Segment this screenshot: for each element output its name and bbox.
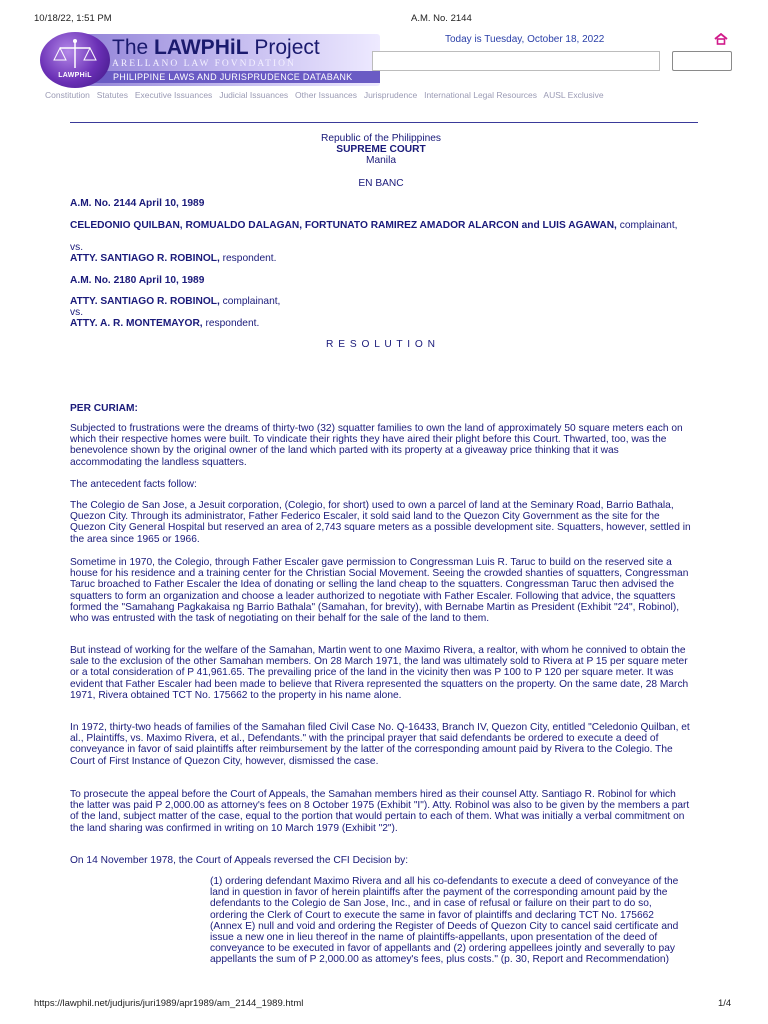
scales-icon xyxy=(40,32,110,88)
paragraph-2: The antecedent facts follow: xyxy=(70,479,197,490)
court-name: SUPREME COURT xyxy=(336,144,426,155)
print-footer xyxy=(0,996,768,1016)
nav-constitution[interactable]: Constitution xyxy=(45,90,90,100)
nav-jurisprudence[interactable]: Jurisprudence xyxy=(363,90,418,100)
nav-judicial-issuances[interactable]: Judicial Issuances xyxy=(219,90,289,100)
case2-title: A.M. No. 2180 April 10, 1989 xyxy=(70,275,205,286)
lawphil-logo[interactable] xyxy=(40,32,110,90)
case2-respondent: ATTY. A. R. MONTEMAYOR, respondent. xyxy=(70,318,260,329)
nav-ausl-exclusive[interactable]: AUSL Exclusive xyxy=(543,90,604,100)
header-divider xyxy=(70,122,698,123)
today-date: Today is Tuesday, October 18, 2022 xyxy=(445,34,605,45)
paragraph-4: Sometime in 1970, the Colegio, through Father Escaler gave permission to Congressman Luis R. Taruc to build on the reserved site a house for his residence and a training center for the Christian Social Movement. Seeing the crowded shanties of squatters, Congressman Taruc broached to Father Escaler the Idea of donating or selling the land cheap to the squatters. Congressman Taruc then advised the squatters to form an organization and choose a leader authorized to negotiate with Father Escaler. Following that advice, the squatters formed the "Samahang Pagkakaisa ng Barrio Bathala" (Samahan, for brevity), with Bernabe Martin as President (Exhibit "24", Robinol), who was entrusted with the task of negotiating on their behalf for the sale of the land to them. xyxy=(70,557,689,625)
search-input[interactable] xyxy=(372,51,660,71)
case1-respondent: ATTY. SANTIAGO R. ROBINOL, respondent. xyxy=(70,253,277,264)
print-url: https://lawphil.net/judjuris/juri1989/apr1989/am_2144_1989.html xyxy=(34,998,304,1009)
quoted-dispositive: (1) ordering defendant Maximo Rivera and all his co-defendants to execute a deed of conveyance of the land in question in favor of herein plaintiffs after the payment of the corresponding amount paid by the defendants to the Colegio de San Jose, Inc., and in case of refusal or failure on their part to do so, ordering the Clerk of Court to execute the same in favor of plaintiffs and declaring TCT No. 175662 (Annex E) null and void and ordering the Register of Deeds of Quezon City to cancel said certificate and issue a new one in lieu thereof in the name of plaintiffs-appellants, upon presentation of the deed of conveyance to be executed in favor of appellants and (2) ordering appellees jointly and severally to pay appellants the sum of P 2,000.00 as attomey's fees, plus costs." (p. 30, Report and Recommendation) xyxy=(210,876,679,966)
main-nav xyxy=(45,90,608,100)
paragraph-6: In 1972, thirty-two heads of families of the Samahan filed Civil Case No. Q-16433, Branch IV, Quezon City, entitled "Celedonio Quilban, et al., Plaintiffs, vs. Maximo Rivera, et al., Defendants." with the principal prayer that said defendants be ordered to execute a deed of conveyance in favor of said plaintiffs after reimbursement by the latter of the corresponding amount paid by Rivera to the Colegio. The Court of First Instance of Quezon City, however, dismissed the case. xyxy=(70,722,690,767)
print-timestamp: 10/18/22, 1:51 PM xyxy=(34,13,112,24)
case1-vs: vs. xyxy=(70,242,84,253)
brand-title[interactable]: The LAWPHiL Project xyxy=(112,36,320,59)
republic-line: Republic of the Philippines xyxy=(320,133,442,144)
search-button[interactable] xyxy=(672,51,732,71)
per-curiam: PER CURIAM: xyxy=(70,403,138,414)
nav-statutes[interactable]: Statutes xyxy=(96,90,128,100)
paragraph-3: The Colegio de San Jose, a Jesuit corporation, (Colegio, for short) used to own a parcel of land at the Seminary Road, Barrio Bathala, Quezon City. Through its administrator, Father Federico Escaler, it sold said land to the Quezon City Government as the site for the Quezon City General Hospital but reserved an area of 2,743 square meters as a possible development site. Squatters, however, settled in the area since 1965 or 1966. xyxy=(70,500,691,545)
home-icon[interactable] xyxy=(714,33,728,45)
nav-executive-issuances[interactable]: Executive Issuances xyxy=(134,90,213,100)
paragraph-8: On 14 November 1978, the Court of Appeals reversed the CFI Decision by: xyxy=(70,855,409,866)
case1-title: A.M. No. 2144 April 10, 1989 xyxy=(70,198,205,209)
brand-strip-text: PHILIPPINE LAWS AND JURISPRUDENCE DATABANK xyxy=(113,72,353,82)
paragraph-5: But instead of working for the welfare of the Samahan, Martin went to one Maximo Rivera, a realtor, with whom he connived to obtain the sale to the exclusion of the other Samahan members. On 28 March 1971, the land was ultimately sold to Rivera at P 15 per square meter or a total consideration of P 41,961.65. The prevailing price of the land in the vicinity then was P 100 to P 120 per square meter. It was evident that Father Escaler had been made to believe that Rivera represented the squatters on the property. On the same date, 28 March 1971, Rivera obtained TCT No. 175662 to the property in his name alone. xyxy=(70,645,689,701)
case2-complainant: ATTY. SANTIAGO R. ROBINOL, complainant, xyxy=(70,296,281,307)
paragraph-1: Subjected to frustrations were the dreams of thirty-two (32) squatter families to own the land of approximately 50 square meters each on which their respective homes were built. To vindicate their rights they have aired their plight before this Court. Thwarted, too, was the benevolence shown by the original owner of the land which parted with its property at a giveaway price thinking that it was accommodating the landless squatters. xyxy=(70,423,683,468)
logo-emblem xyxy=(40,32,110,88)
brand-subtitle: ARELLANO LAW FOVNDATION xyxy=(112,59,296,69)
brand-strip xyxy=(70,71,380,83)
nav-other-issuances[interactable]: Other Issuances xyxy=(295,90,357,100)
nav-international-legal-resources[interactable]: International Legal Resources xyxy=(424,90,538,100)
resolution-heading: R E S O L U T I O N xyxy=(326,339,436,350)
print-header xyxy=(0,0,768,30)
court-city: Manila xyxy=(365,155,396,166)
case1-complainants: CELEDONIO QUILBAN, ROMUALDO DALAGAN, FORTUNATO RAMIREZ AMADOR ALARCON and LUIS AGAWAN, complainant, xyxy=(70,220,678,231)
paragraph-7: To prosecute the appeal before the Court of Appeals, the Samahan members hired as their counsel Atty. Santiago R. Robinol for which the latter was paid P 2,000.00 as attorney's fees on 8 October 1975 (Exhibit "I"). Atty. Robinol was also to be given by the members a part of the land, subject matter of the case, equal to the portion that would pertain to each of them. What was initially a verbal commitment on the land sharing was confirmed in writing on 10 March 1979 (Exhibit "2"). xyxy=(70,789,690,834)
page-number: 1/4 xyxy=(718,998,732,1009)
case2-vs: vs. xyxy=(70,307,84,318)
print-title: A.M. No. 2144 xyxy=(411,13,472,24)
division: EN BANC xyxy=(358,178,404,189)
logo-text: LAWPHiL xyxy=(58,72,92,79)
